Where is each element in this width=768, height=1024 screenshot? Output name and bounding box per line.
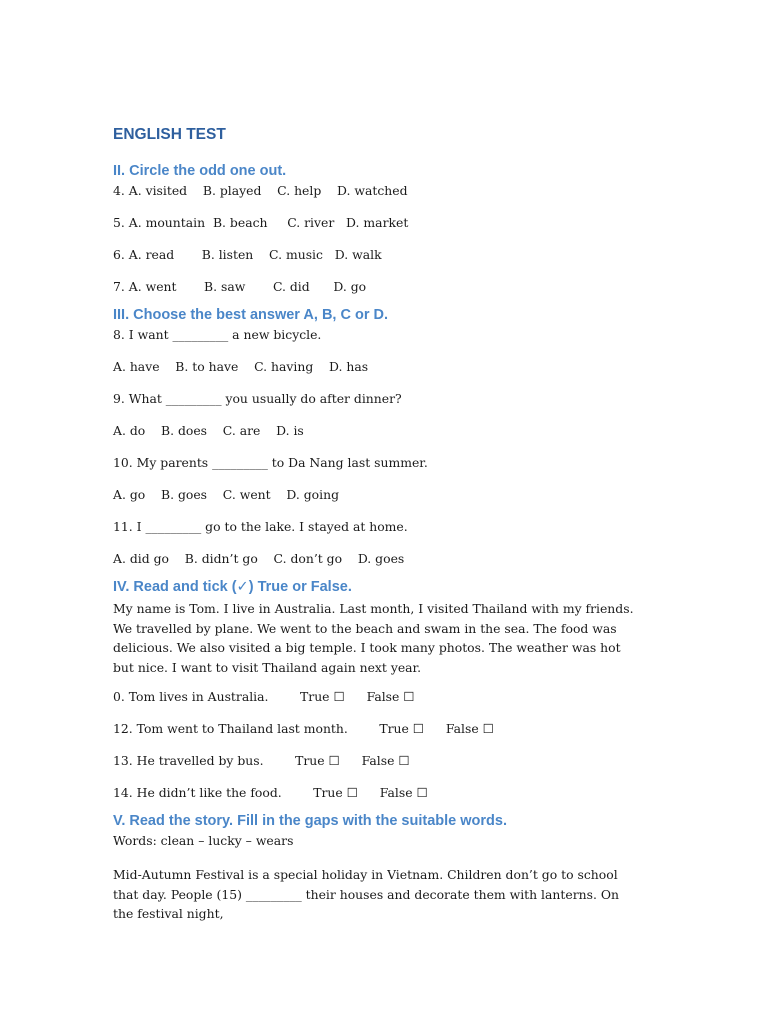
true-false-statement	[113, 785, 648, 801]
true-checkbox[interactable]: True ☐	[313, 785, 358, 800]
odd-one-out-item: 7. A. went B. saw C. did D. go	[113, 279, 367, 294]
statement-text: 12. Tom went to Thailand last month.	[113, 721, 348, 736]
false-checkbox[interactable]: False ☐	[366, 689, 415, 704]
statement-text: 0. Tom lives in Australia.	[113, 689, 269, 704]
question-text: 10. My parents _________ to Da Nang last summer.	[113, 455, 428, 470]
true-false-statement	[113, 721, 648, 737]
true-checkbox[interactable]: True ☐	[295, 753, 340, 768]
true-checkbox[interactable]: True ☐	[300, 689, 345, 704]
question-text: 9. What _________ you usually do after dinner?	[113, 391, 402, 406]
question-text: 11. I _________ go to the lake. I stayed at home.	[113, 519, 408, 534]
word-bank: Words: clean – lucky – wears	[113, 833, 294, 848]
section-5-heading: V. Read the story. Fill in the gaps with the suitable words.	[113, 813, 507, 829]
odd-one-out-item: 6. A. read B. listen C. music D. walk	[113, 247, 382, 262]
false-checkbox[interactable]: False ☐	[445, 721, 494, 736]
question-options: A. go B. goes C. went D. going	[113, 487, 339, 502]
section-3-heading: III. Choose the best answer A, B, C or D.	[113, 307, 389, 323]
true-false-statement	[113, 689, 648, 705]
odd-one-out-item: 4. A. visited B. played C. help D. watched	[113, 183, 408, 198]
question-text: 8. I want _________ a new bicycle.	[113, 327, 322, 342]
statement-text: 14. He didn’t like the food.	[113, 785, 282, 800]
statement-spacer	[282, 785, 314, 800]
statement-text: 13. He travelled by bus.	[113, 753, 264, 768]
statement-spacer	[264, 753, 296, 768]
reading-passage: My name is Tom. I live in Australia. Last month, I visited Thailand with my friends. We travelled by plane. We went to the beach and swam in the sea. The food was delicious. We also visited a big temple. I took many photos. The weather was hot but nice. I want to visit Thailand again next year.	[113, 601, 634, 675]
document-title: ENGLISH TEST	[113, 126, 226, 143]
section-4-heading: IV. Read and tick (✓) True or False.	[113, 579, 352, 595]
statement-spacer	[268, 689, 300, 704]
odd-one-out-item: 5. A. mountain B. beach C. river D. market	[113, 215, 409, 230]
section-2-heading: II. Circle the odd one out.	[113, 163, 287, 179]
statement-spacer	[348, 721, 380, 736]
story-passage: Mid-Autumn Festival is a special holiday in Vietnam. Children don’t go to school that day. People (15) _________ their houses and decorate them with lanterns. On the festival night,	[113, 867, 619, 921]
question-options: A. did go B. didn’t go C. don’t go D. goes	[113, 551, 405, 566]
question-options: A. do B. does C. are D. is	[113, 423, 304, 438]
question-options: A. have B. to have C. having D. has	[113, 359, 369, 374]
false-checkbox[interactable]: False ☐	[379, 785, 428, 800]
false-checkbox[interactable]: False ☐	[361, 753, 410, 768]
true-false-statement	[113, 753, 648, 769]
true-checkbox[interactable]: True ☐	[379, 721, 424, 736]
